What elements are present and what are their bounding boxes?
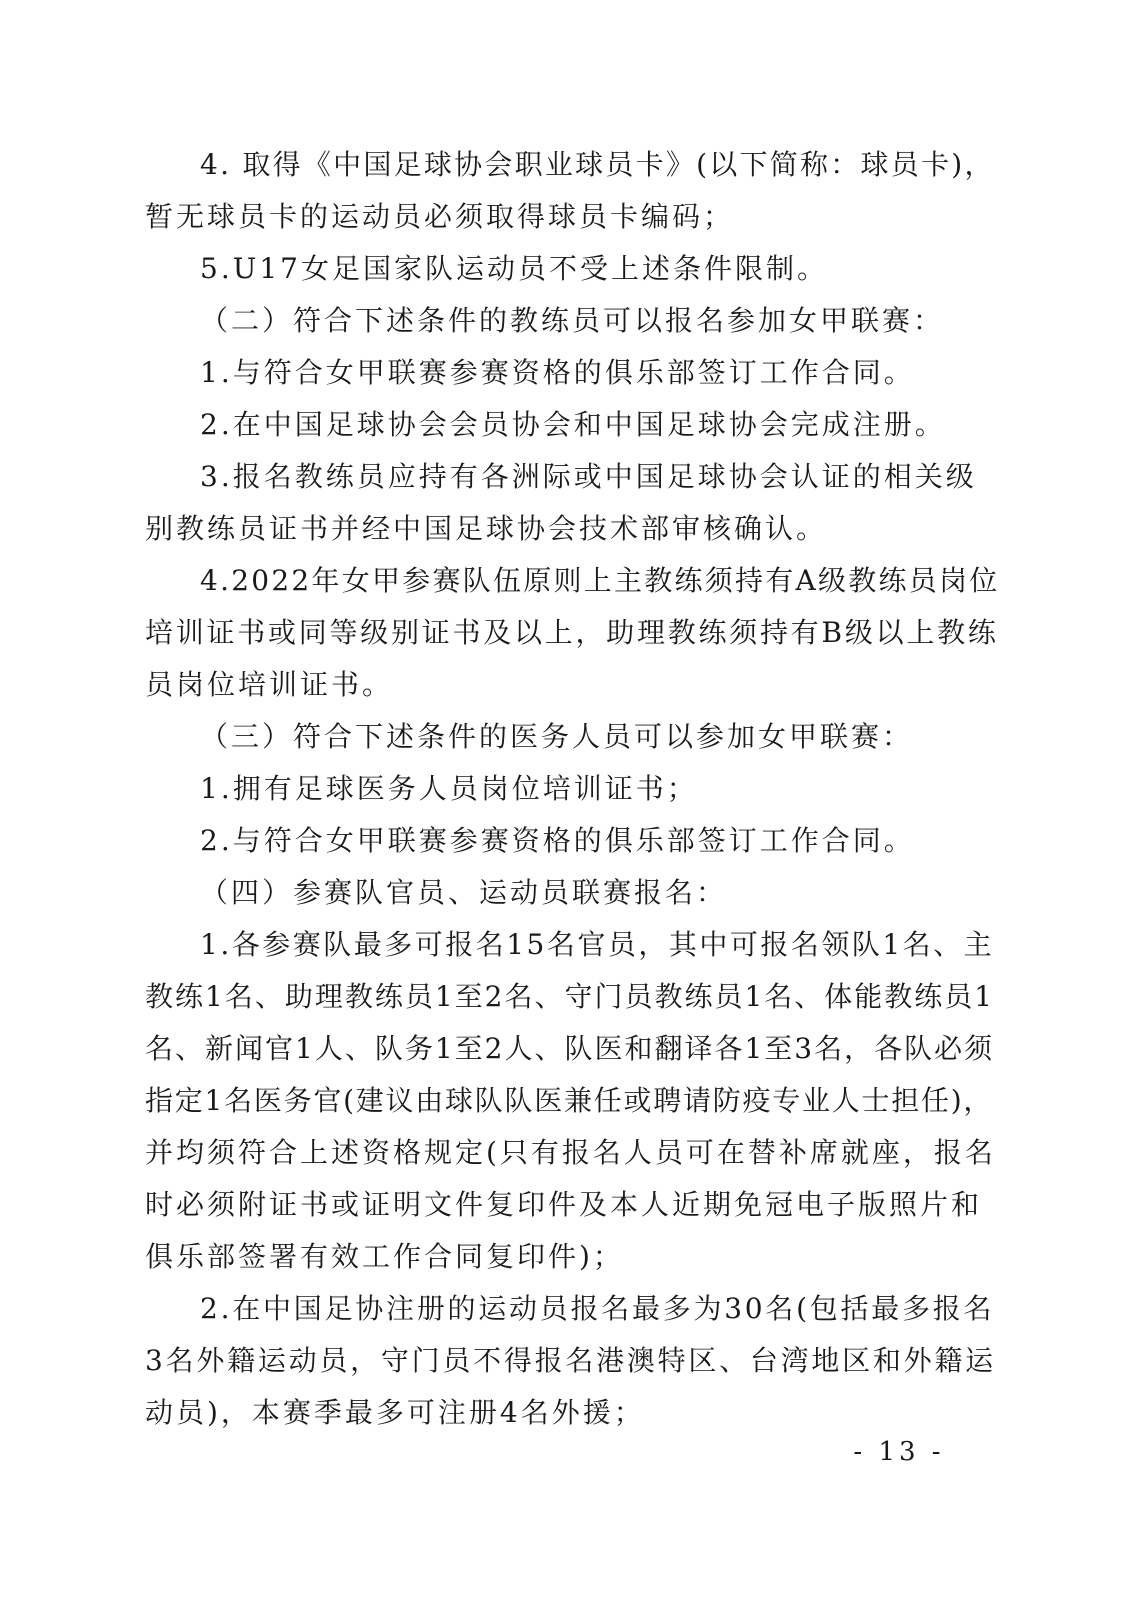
- text-line: 教练1名、助理教练员1至2名、守门员教练员1名、体能教练员1: [145, 980, 995, 1013]
- text-line: 员岗位培训证书。: [145, 668, 394, 701]
- text-line: 俱乐部签署有效工作合同复印件)；: [145, 1240, 624, 1273]
- text-line: 动员)，本赛季最多可注册4名外援；: [145, 1396, 645, 1429]
- text-line: 4. 取得《中国足球协会职业球员卡》(以下简称：球员卡)，: [200, 148, 995, 181]
- text-line: 别教练员证书并经中国足球协会技术部审核确认。: [145, 512, 828, 545]
- text-line: 时必须附证书或证明文件复印件及本人近期免冠电子版照片和: [145, 1188, 983, 1221]
- text-line: 2.在中国足球协会会员协会和中国足球协会完成注册。: [200, 408, 946, 441]
- text-line: （二）符合下述条件的教练员可以报名参加女甲联赛：: [200, 304, 945, 337]
- text-line: 指定1名医务官(建议由球队队医兼任或聘请防疫专业人士担任)，: [145, 1084, 994, 1117]
- text-line: 1.与符合女甲联赛参赛资格的俱乐部签订工作合同。: [200, 356, 915, 389]
- text-line: 名、新闻官1人、队务1至2人、队医和翻译各1至3名，各队必须: [145, 1032, 995, 1065]
- text-line: 并均须符合上述资格规定(只有报名人员可在替补席就座，报名: [145, 1136, 996, 1169]
- text-line: 4.2022年女甲参赛队伍原则上主教练须持有A级教练员岗位: [200, 564, 1000, 597]
- text-line: 3名外籍运动员，守门员不得报名港澳特区、台湾地区和外籍运: [145, 1344, 996, 1377]
- page-number: - 13 -: [853, 1437, 945, 1467]
- text-line: 培训证书或同等级别证书及以上，助理教练须持有B级以上教练: [145, 616, 999, 649]
- text-line: 3.报名教练员应持有各洲际或中国足球协会认证的相关级: [200, 460, 977, 493]
- text-line: 2.在中国足协注册的运动员报名最多为30名(包括最多报名: [200, 1292, 995, 1325]
- text-line: 5.U17女足国家队运动员不受上述条件限制。: [200, 252, 828, 285]
- text-line: （三）符合下述条件的医务人员可以参加女甲联赛：: [200, 720, 914, 753]
- text-line: 1.各参赛队最多可报名15名官员，其中可报名领队1名、主: [200, 928, 995, 961]
- text-line: 2.与符合女甲联赛参赛资格的俱乐部签订工作合同。: [200, 824, 915, 857]
- text-line: （四）参赛队官员、运动员联赛报名：: [200, 876, 728, 909]
- text-line: 暂无球员卡的运动员必须取得球员卡编码；: [145, 200, 735, 233]
- text-line: 1.拥有足球医务人员岗位培训证书；: [200, 772, 698, 805]
